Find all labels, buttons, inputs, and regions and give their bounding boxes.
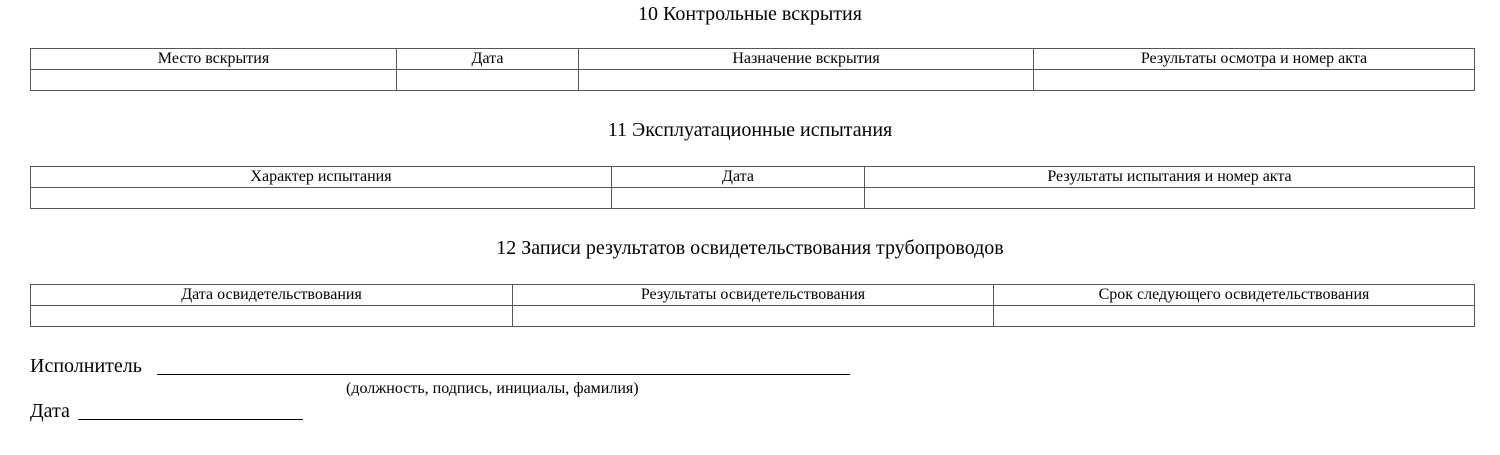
table-header-row [31,49,1475,70]
column-header: Срок следующего освидетельствования [994,285,1475,306]
column-header: Характер испытания [31,167,612,188]
empty-cell[interactable] [513,306,994,327]
inspection-openings-table [30,48,1475,91]
column-header: Дата [612,167,865,188]
section-10-title: 10 Контрольные вскрытия [638,3,862,25]
column-header: Результаты испытания и номер акта [865,167,1475,188]
executor-signature-line[interactable] [157,374,850,375]
column-header: Результаты освидетельствования [513,285,994,306]
empty-cell[interactable] [31,70,397,91]
empty-cell[interactable] [31,188,612,209]
column-header: Дата [397,49,579,70]
table-row [31,306,1475,327]
empty-cell[interactable] [994,306,1475,327]
column-header: Место вскрытия [31,49,397,70]
empty-cell[interactable] [31,306,513,327]
empty-cell[interactable] [1034,70,1475,91]
table-header-row [31,285,1475,306]
empty-cell[interactable] [612,188,865,209]
column-header: Результаты осмотра и номер акта [1034,49,1475,70]
column-header: Назначение вскрытия [579,49,1034,70]
executor-label: Исполнитель [30,355,142,377]
operational-tests-table [30,166,1475,209]
empty-cell[interactable] [865,188,1475,209]
empty-cell[interactable] [397,70,579,91]
column-header: Дата освидетельствования [31,285,513,306]
executor-caption: (должность, подпись, инициалы, фамилия) [346,380,639,397]
empty-cell[interactable] [579,70,1034,91]
table-header-row [31,167,1475,188]
date-label: Дата [30,400,70,422]
table-row [31,70,1475,91]
table-row [31,188,1475,209]
survey-records-table [30,284,1475,327]
section-11-title: 11 Эксплуатационные испытания [607,119,893,141]
section-12-title: 12 Записи результатов освидетельствования трубопроводов [496,237,1004,259]
date-signature-line[interactable] [78,419,303,420]
